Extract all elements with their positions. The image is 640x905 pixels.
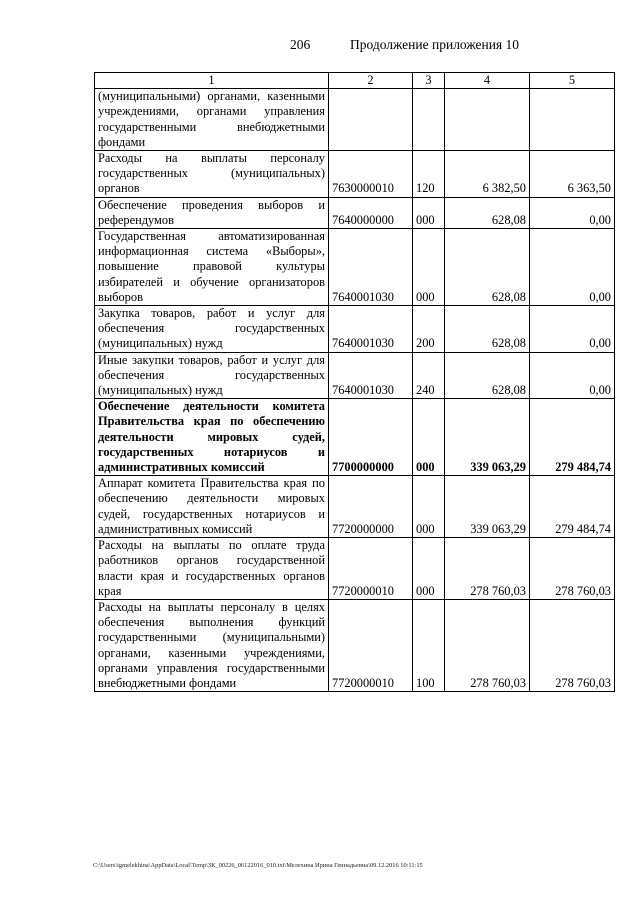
row-target-code: 7720000010: [329, 599, 413, 691]
row-description: Закупка товаров, работ и услуг для обеспечения государственных (муниципальных) нужд: [95, 306, 329, 353]
row-description: Обеспечение деятельности комитета Правительства края по обеспечению деятельности мировых судей, государственных нотариусов и административных комиссий: [95, 399, 329, 476]
row-amount-year-2: 0,00: [530, 197, 615, 228]
row-expense-kind: [413, 89, 445, 151]
row-description: Расходы на выплаты по оплате труда работников органов государственной власти края и государственных органов края: [95, 538, 329, 600]
row-amount-year-2: 278 760,03: [530, 599, 615, 691]
appendix-label: Продолжение приложения 10: [350, 37, 520, 52]
row-amount-year-1: 628,08: [445, 306, 530, 353]
row-amount-year-2: 0,00: [530, 306, 615, 353]
row-amount-year-2: 6 363,50: [530, 151, 615, 198]
row-description: Расходы на выплаты персоналу в целях обеспечения выполнения функций государственными (муниципальными) органами, казенными учреждениями, органами управления государственными внебюджетными фондами: [95, 599, 329, 691]
row-target-code: 7700000000: [329, 399, 413, 476]
row-expense-kind: 120: [413, 151, 445, 198]
row-target-code: 7720000000: [329, 476, 413, 538]
table-row: [95, 352, 615, 399]
row-expense-kind: 000: [413, 399, 445, 476]
footer-file-path: C:\Users\igmelekhina\AppData\Local\Temp\ЗК_00226_06122016_010.txt\Мелехина Ирина Геннадьевна\09.12.2016 10:11:15: [93, 862, 423, 869]
row-expense-kind: 100: [413, 599, 445, 691]
table-row: [95, 197, 615, 228]
table-row: [95, 89, 615, 151]
row-target-code: 7640001030: [329, 352, 413, 399]
row-target-code: 7640001030: [329, 229, 413, 306]
column-number: 1: [95, 73, 329, 89]
row-amount-year-1: 628,08: [445, 197, 530, 228]
row-amount-year-2: [530, 89, 615, 151]
table-row: [95, 399, 615, 476]
row-description: Государственная автоматизированная информационная система «Выборы», повышение правовой культуры избирателей и обучение организаторов выборов: [95, 229, 329, 306]
column-number: 4: [445, 73, 530, 89]
row-target-code: [329, 89, 413, 151]
row-description: (муниципальными) органами, казенными учреждениями, органами управления государственными внебюджетными фондами: [95, 89, 329, 151]
row-amount-year-2: 278 760,03: [530, 538, 615, 600]
table-row: [95, 538, 615, 600]
row-expense-kind: 200: [413, 306, 445, 353]
row-amount-year-1: 339 063,29: [445, 399, 530, 476]
row-amount-year-1: 339 063,29: [445, 476, 530, 538]
row-amount-year-1: 278 760,03: [445, 538, 530, 600]
row-description: Обеспечение проведения выборов и референдумов: [95, 197, 329, 228]
budget-table-body: [95, 73, 615, 692]
row-target-code: 7630000010: [329, 151, 413, 198]
row-amount-year-2: 279 484,74: [530, 476, 615, 538]
row-amount-year-2: 279 484,74: [530, 399, 615, 476]
table-row: [95, 476, 615, 538]
budget-table: [94, 72, 615, 692]
row-description: Иные закупки товаров, работ и услуг для обеспечения государственных (муниципальных) нужд: [95, 352, 329, 399]
row-amount-year-1: 6 382,50: [445, 151, 530, 198]
page-header: [0, 37, 640, 57]
row-expense-kind: 000: [413, 476, 445, 538]
table-row: [95, 599, 615, 691]
column-number: 5: [530, 73, 615, 89]
row-amount-year-1: [445, 89, 530, 151]
row-description: Расходы на выплаты персоналу государственных (муниципальных) органов: [95, 151, 329, 198]
table-row: [95, 229, 615, 306]
row-expense-kind: 000: [413, 197, 445, 228]
row-amount-year-1: 628,08: [445, 352, 530, 399]
page-number: 206: [290, 37, 311, 52]
table-row: [95, 151, 615, 198]
row-target-code: 7640001030: [329, 306, 413, 353]
row-description: Аппарат комитета Правительства края по обеспечению деятельности мировых судей, государственных нотариусов и административных комиссий: [95, 476, 329, 538]
column-number-row: [95, 73, 615, 89]
table-row: [95, 306, 615, 353]
row-target-code: 7720000010: [329, 538, 413, 600]
column-number: 3: [413, 73, 445, 89]
row-amount-year-2: 0,00: [530, 352, 615, 399]
row-expense-kind: 000: [413, 229, 445, 306]
column-number: 2: [329, 73, 413, 89]
row-amount-year-1: 628,08: [445, 229, 530, 306]
row-expense-kind: 000: [413, 538, 445, 600]
row-expense-kind: 240: [413, 352, 445, 399]
row-amount-year-2: 0,00: [530, 229, 615, 306]
row-target-code: 7640000000: [329, 197, 413, 228]
row-amount-year-1: 278 760,03: [445, 599, 530, 691]
